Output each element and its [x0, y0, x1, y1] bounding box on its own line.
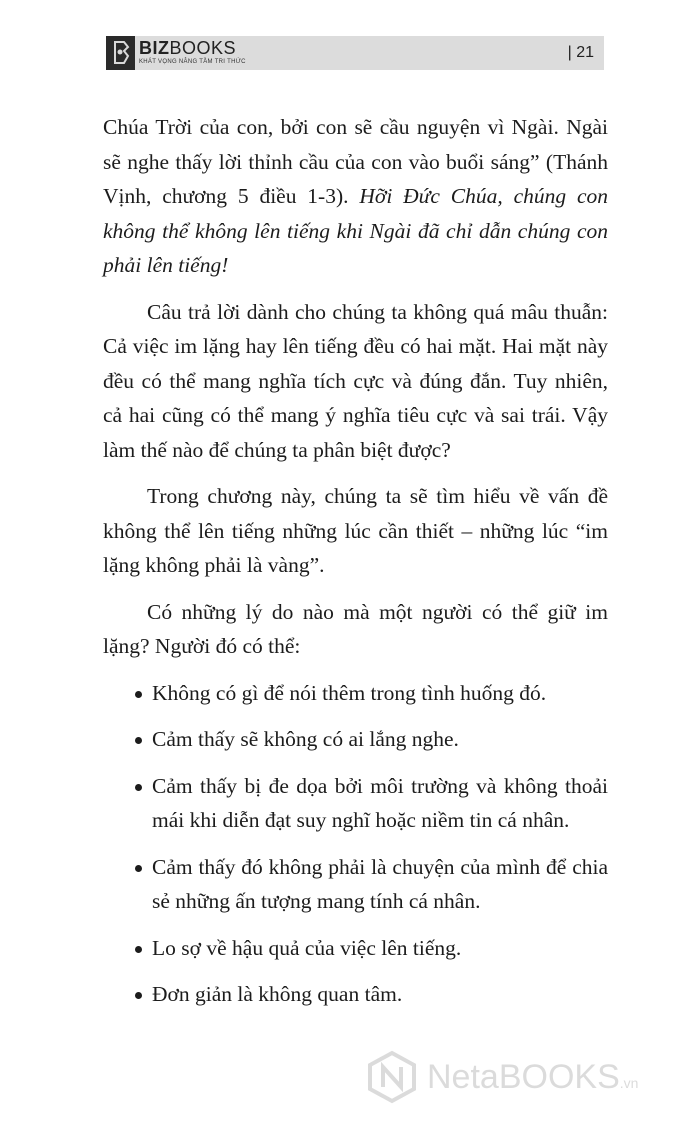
bizbooks-logo-icon — [106, 36, 135, 70]
page-body — [103, 110, 608, 1024]
page-header — [106, 36, 604, 70]
list-item: Cảm thấy bị đe dọa bởi môi trường và không thoải mái khi diễn đạt suy nghĩ hoặc niềm tin cá nhân. — [129, 769, 608, 838]
bullet-icon — [135, 865, 142, 872]
bullet-icon — [135, 784, 142, 791]
brand-tagline: KHÁT VỌNG NÂNG TẦM TRI THỨC — [139, 59, 246, 65]
reasons-list — [103, 676, 608, 1012]
paragraph-1: Chúa Trời của con, bởi con sẽ cầu nguyện vì Ngài. Ngài sẽ nghe thấy lời thỉnh cầu của con vào buổi sáng” (Thánh Vịnh, chương 5 điều 1-3). Hỡi Đức Chúa, chúng con không thể không lên tiếng khi Ngài đã chỉ dẫn chúng con phải lên tiếng! — [103, 115, 608, 277]
bullet-icon — [135, 737, 142, 744]
page-number: | 21 — [567, 44, 594, 61]
netabooks-logo-icon — [365, 1050, 419, 1104]
paragraph-3: Trong chương này, chúng ta sẽ tìm hiểu về vấn đề không thể lên tiếng những lúc cần thiết – những lúc “im lặng không phải là vàng”. — [103, 484, 608, 577]
bullet-icon — [135, 691, 142, 698]
paragraph-4: Có những lý do nào mà một người có thể giữ im lặng? Người đó có thể: — [103, 599, 608, 658]
list-item: Lo sợ về hậu quả của việc lên tiếng. — [129, 931, 608, 966]
list-item: Đơn giản là không quan tâm. — [129, 977, 608, 1012]
list-item: Cảm thấy đó không phải là chuyện của mình để chia sẻ những ấn tượng mang tính cá nhân. — [129, 850, 608, 919]
bullet-icon — [135, 992, 142, 999]
bullet-icon — [135, 946, 142, 953]
brand-name: BIZBOOKS — [139, 38, 237, 58]
watermark-text: NetaBOOKS.vn — [427, 1058, 639, 1096]
list-item: Không có gì để nói thêm trong tình huống đó. — [129, 676, 608, 711]
list-item: Cảm thấy sẽ không có ai lắng nghe. — [129, 722, 608, 757]
paragraph-2: Câu trả lời dành cho chúng ta không quá mâu thuẫn: Cả việc im lặng hay lên tiếng đều có hai mặt. Hai mặt này đều có thể mang nghĩa tích cực và đúng đắn. Tuy nhiên, cả hai cũng có thể mang ý nghĩa tiêu cực và sai trái. Vậy làm thế nào để chúng ta phân biệt được? — [103, 299, 608, 462]
netabooks-watermark — [365, 1050, 685, 1104]
